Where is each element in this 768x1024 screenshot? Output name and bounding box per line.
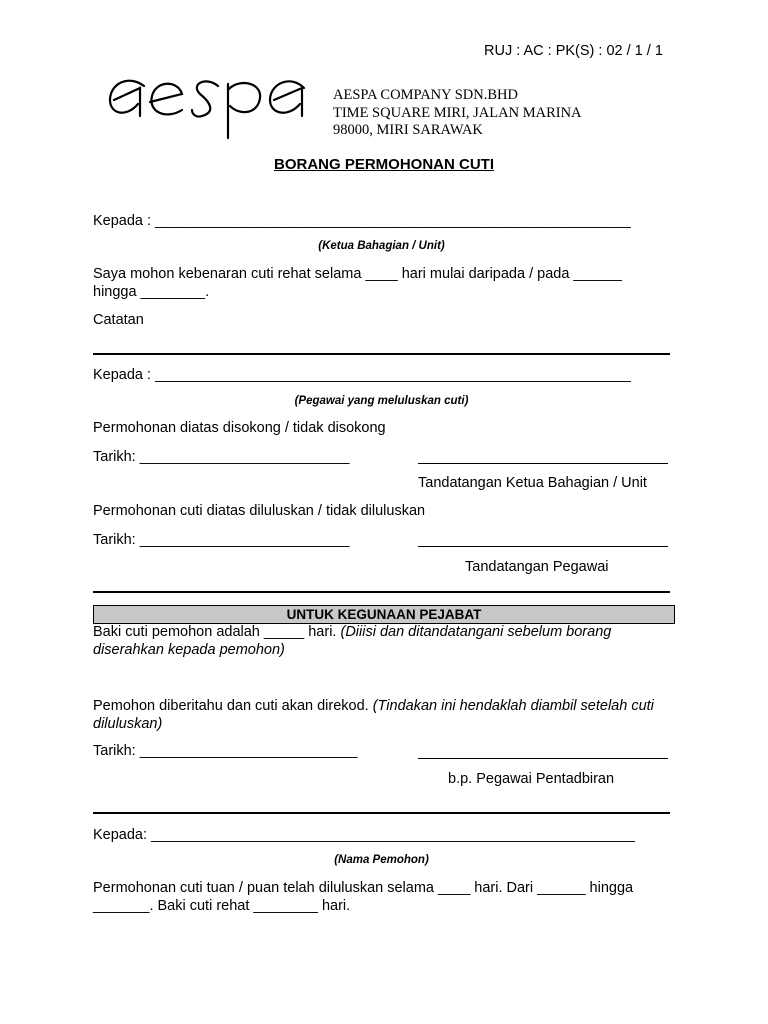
balance-paragraph — [93, 623, 668, 659]
kepada-ketua-field[interactable]: Kepada : ___________________________________________________________ — [93, 213, 631, 229]
approval-status-text: Permohonan cuti diatas diluluskan / tidak diluluskan — [93, 503, 426, 519]
kepada-pemohon-field[interactable]: Kepada: ____________________________________________________________ — [93, 827, 635, 843]
notify-paragraph — [93, 697, 668, 733]
catatan-line[interactable] — [93, 353, 670, 355]
tarikh-approval-field[interactable]: Tarikh: __________________________ — [93, 532, 350, 548]
form-title: BORANG PERMOHONAN CUTI — [274, 156, 494, 173]
company-address-line2: 98000, MIRI SARAWAK — [333, 122, 483, 138]
office-use-header: UNTUK KEGUNAAN PEJABAT — [93, 605, 675, 624]
tarikh-support-field[interactable]: Tarikh: __________________________ — [93, 449, 350, 465]
admin-signature-caption: b.p. Pegawai Pentadbiran — [448, 771, 615, 787]
reference-number: RUJ : AC : PK(S) : 02 / 1 / 1 — [484, 43, 663, 59]
pegawai-signature-caption: Tandatangan Pegawai — [465, 559, 609, 575]
support-status-text: Permohonan diatas disokong / tidak disokong — [93, 420, 386, 436]
approval-result-text: Permohonan cuti tuan / puan telah diluluskan selama ____ hari. Dari ______ hingga _______. Baki cuti rehat ________ hari. — [93, 880, 634, 914]
notify-text: Pemohon diberitahu dan cuti akan direkod. — [93, 698, 369, 714]
leave-request-text: Saya mohon kebenaran cuti rehat selama ____ hari mulai daripada / pada ______ hingga ________. — [93, 266, 622, 300]
pegawai-signature-line[interactable] — [418, 546, 668, 547]
kepada-pegawai-field[interactable]: Kepada : ___________________________________________________________ — [93, 367, 631, 383]
company-address-line1: TIME SQUARE MIRI, JALAN MARINA — [333, 104, 582, 121]
tarikh-office-field[interactable]: Tarikh: ___________________________ — [93, 743, 358, 759]
kepada-ketua-caption: (Ketua Bahagian / Unit) — [318, 240, 445, 252]
aespa-script-logo — [106, 66, 311, 146]
section-divider — [93, 591, 670, 593]
kepada-pegawai-caption: (Pegawai yang meluluskan cuti) — [294, 395, 469, 407]
ketua-signature-caption: Tandatangan Ketua Bahagian / Unit — [418, 475, 647, 491]
kepada-pemohon-caption: (Nama Pemohon) — [334, 854, 429, 866]
notify-note: (Tindakan ini hendaklah diambil setelah cuti diluluskan) — [93, 698, 654, 732]
company-name: AESPA COMPANY SDN.BHD — [333, 87, 518, 103]
admin-signature-line[interactable] — [418, 758, 668, 759]
ketua-signature-line[interactable] — [418, 463, 668, 464]
catatan-label: Catatan — [93, 312, 144, 328]
balance-text: Baki cuti pemohon adalah _____ hari. — [93, 624, 337, 640]
balance-note: (Diiisi dan ditandatangani sebelum borang diserahkan kepada pemohon) — [93, 624, 612, 658]
section-divider-2 — [93, 812, 670, 814]
